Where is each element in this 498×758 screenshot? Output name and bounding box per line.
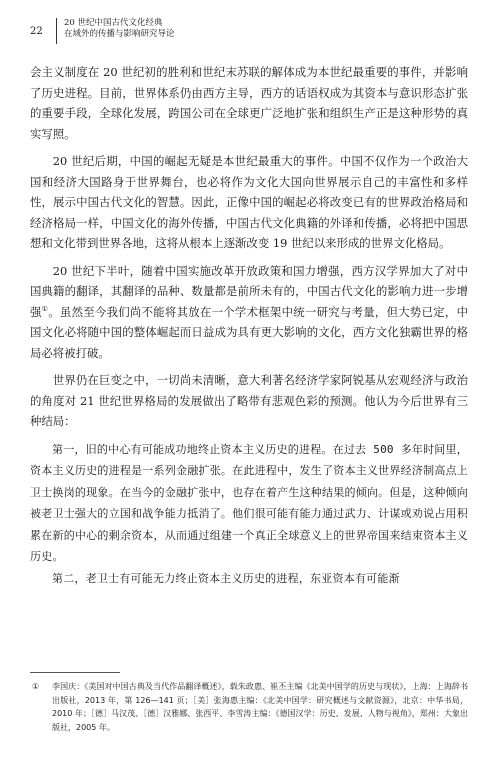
paragraph-3 <box>30 261 468 364</box>
block-quote-2: 第二，老卫士有可能无力终止资本主义历史的进程，东亚资本有可能渐 <box>52 571 400 585</box>
footnote-text: 李国庆：《美国对中国古典及当代作品翻译概述》，载朱政惠、崔丕主编《北美中国学的历史与现状》，上海：上海辞书出版社，2013 年，第 126—141 页；［美］张海惠主编：《北美中国学：研究概述与文献资源》，北京：中华书局，2010 年；［德］马汉茂、［德］汉雅娜、张西平、李雪涛主编：《德国汉学：历史、发展、人物与视角》，郑州：大象出版社，2005 年。 <box>52 682 468 732</box>
paragraph-3-tail: 。虽然至今我们尚不能将其放在一个学术框架中统一研究与考量，但大势已定，中国文化必将随中国的整体崛起而日益成为具有更大影响的文化，西方文化独霸世界的格局必将被打破。 <box>30 304 468 360</box>
running-title <box>64 18 175 40</box>
footnote-divider <box>30 672 120 673</box>
paragraph-2: 20 世纪后期，中国的崛起无疑是本世纪最重大的事件。中国不仅作为一个政治大国和经济大国路身于世界舞台，也必将作为文化大国向世界展示自己的丰富性和多样性，展示中国古代文化的智慧。因此，正像中国的崛起必将改变已有的世界政治格局和经济格局一样，中国文化的海外传播，中国古代文化典籍的外译和传播，必将把中国思想和文化带到世界各地，这将从根本上逐渐改变 19 世纪以来形成的世界文化格局。 <box>30 154 468 250</box>
body-text <box>30 62 468 589</box>
footnote <box>30 680 468 734</box>
footnote-reference[interactable]: ① <box>41 304 49 313</box>
running-header <box>30 14 470 50</box>
paragraph-4: 世界仍在巨变之中，一切尚未清晰，意大利著名经济学家阿锐基从宏观经济与政治的角度对 21 世纪世界格局的发展做出了略带有悲观色彩的预测。他认为今后世界有三种结局： <box>30 373 468 428</box>
running-title-line-2: 在域外的传播与影响研究导论 <box>64 29 175 39</box>
block-quote-1: 第一，旧的中心有可能成功地终止资本主义历史的进程。在过去 500 多年时间里，资本主义历史的进程是一系列金融扩张。在此进程中，发生了资本主义世界经济制高点上卫士换岗的现象。在当今的金融扩张中，也存在着产生这种结果的倾向。但是，这种倾向被老卫士强大的立国和战争能力抵消了。他们很可能有能力通过武力、计谋或劝说占用积累在新的中心的剩余资本，从而通过组建一个真正全球意义上的世界帝国来结束资本主义历史。 <box>30 442 468 563</box>
paragraph-3-text: 20 世纪下半叶，随着中国实施改革开放政策和国力增强，西方汉学界加大了对中国典籍的翻译，其翻译的品种、数量都是前所未有的，中国古代文化的影响力进一步增强 <box>30 263 468 319</box>
running-title-line-1: 20 世纪中国古代文化经典 <box>64 18 163 28</box>
paragraph-1: 会主义制度在 20 世纪初的胜利和世纪末苏联的解体成为本世纪最重要的事件，并影响了历史进程。目前，世界体系仍由西方主导，西方的话语权成为其资本与意识形态扩张的重要手段，全球化发展，跨国公司在全球更广泛地扩张和组织生产正是这种形势的真实写照。 <box>30 65 468 141</box>
footnote-mark: ① <box>32 682 40 691</box>
header-divider <box>56 18 57 44</box>
page-number: 22 <box>30 26 43 37</box>
